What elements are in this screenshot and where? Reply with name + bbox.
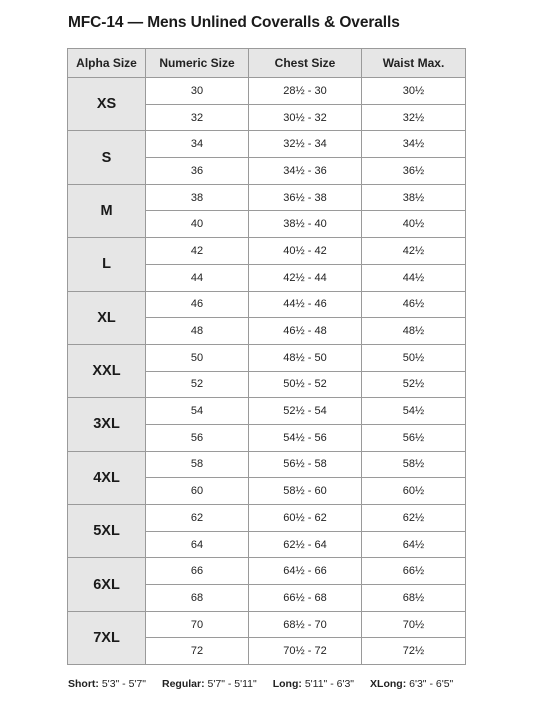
- alpha-size-cell: 7XL: [68, 611, 146, 664]
- chest-size-cell: 56½ - 58: [249, 451, 362, 478]
- chest-size-cell: 60½ - 62: [249, 505, 362, 532]
- alpha-size-cell: 4XL: [68, 451, 146, 504]
- waist-max-cell: 36½: [362, 158, 466, 185]
- numeric-size-cell: 34: [146, 131, 249, 158]
- height-legend-label: XLong:: [370, 678, 407, 690]
- numeric-size-cell: 42: [146, 238, 249, 265]
- table-row: [68, 78, 466, 105]
- table-row: [68, 238, 466, 265]
- numeric-size-cell: 60: [146, 478, 249, 505]
- alpha-size-cell: 3XL: [68, 398, 146, 451]
- chest-size-cell: 52½ - 54: [249, 398, 362, 425]
- waist-max-cell: 38½: [362, 184, 466, 211]
- waist-max-cell: 30½: [362, 78, 466, 105]
- height-legend-label: Long:: [272, 678, 302, 690]
- numeric-size-cell: 30: [146, 78, 249, 105]
- height-legend-label: Short:: [68, 678, 99, 690]
- chest-size-cell: 28½ - 30: [249, 78, 362, 105]
- table-header-row: [68, 49, 466, 78]
- chest-size-cell: 68½ - 70: [249, 611, 362, 638]
- numeric-size-cell: 52: [146, 371, 249, 398]
- numeric-size-cell: 56: [146, 424, 249, 451]
- waist-max-cell: 40½: [362, 211, 466, 238]
- numeric-size-cell: 58: [146, 451, 249, 478]
- header-chest-size: Chest Size: [249, 49, 362, 78]
- size-chart-table: [67, 48, 466, 665]
- waist-max-cell: 34½: [362, 131, 466, 158]
- table-row: [68, 291, 466, 318]
- numeric-size-cell: 38: [146, 184, 249, 211]
- waist-max-cell: 66½: [362, 558, 466, 585]
- waist-max-cell: 52½: [362, 371, 466, 398]
- waist-max-cell: 56½: [362, 424, 466, 451]
- chest-size-cell: 30½ - 32: [249, 104, 362, 131]
- page-title: MFC-14 — Mens Unlined Coveralls & Overalls: [68, 14, 400, 31]
- height-legend-label: Regular:: [162, 678, 205, 690]
- chest-size-cell: 38½ - 40: [249, 211, 362, 238]
- numeric-size-cell: 70: [146, 611, 249, 638]
- chest-size-cell: 62½ - 64: [249, 531, 362, 558]
- chest-size-cell: 40½ - 42: [249, 238, 362, 265]
- waist-max-cell: 46½: [362, 291, 466, 318]
- waist-max-cell: 32½: [362, 104, 466, 131]
- numeric-size-cell: 66: [146, 558, 249, 585]
- numeric-size-cell: 54: [146, 398, 249, 425]
- table-row: [68, 398, 466, 425]
- waist-max-cell: 42½: [362, 238, 466, 265]
- waist-max-cell: 54½: [362, 398, 466, 425]
- numeric-size-cell: 50: [146, 344, 249, 371]
- chest-size-cell: 48½ - 50: [249, 344, 362, 371]
- alpha-size-cell: 6XL: [68, 558, 146, 611]
- numeric-size-cell: 40: [146, 211, 249, 238]
- header-waist-max: Waist Max.: [362, 49, 466, 78]
- numeric-size-cell: 72: [146, 638, 249, 665]
- waist-max-cell: 62½: [362, 505, 466, 532]
- alpha-size-cell: XL: [68, 291, 146, 344]
- height-legend-item: [370, 678, 453, 690]
- table-row: [68, 611, 466, 638]
- table-row: [68, 131, 466, 158]
- waist-max-cell: 58½: [362, 451, 466, 478]
- height-legend-item: [162, 678, 257, 690]
- alpha-size-cell: XS: [68, 78, 146, 131]
- alpha-size-cell: 5XL: [68, 505, 146, 558]
- chest-size-cell: 32½ - 34: [249, 131, 362, 158]
- table-row: [68, 558, 466, 585]
- numeric-size-cell: 48: [146, 318, 249, 345]
- height-legend-value: 5'7" - 5'11": [207, 678, 257, 690]
- header-numeric-size: Numeric Size: [146, 49, 249, 78]
- chest-size-cell: 58½ - 60: [249, 478, 362, 505]
- waist-max-cell: 72½: [362, 638, 466, 665]
- numeric-size-cell: 64: [146, 531, 249, 558]
- table-body: [68, 78, 466, 665]
- height-legend-item: [273, 678, 354, 690]
- waist-max-cell: 48½: [362, 318, 466, 345]
- table-row: [68, 184, 466, 211]
- table-row: [68, 451, 466, 478]
- chest-size-cell: 42½ - 44: [249, 264, 362, 291]
- height-legend-value: 5'3" - 5'7": [101, 678, 146, 690]
- chest-size-cell: 54½ - 56: [249, 424, 362, 451]
- waist-max-cell: 70½: [362, 611, 466, 638]
- alpha-size-cell: XXL: [68, 344, 146, 397]
- waist-max-cell: 64½: [362, 531, 466, 558]
- chest-size-cell: 36½ - 38: [249, 184, 362, 211]
- numeric-size-cell: 62: [146, 505, 249, 532]
- chest-size-cell: 66½ - 68: [249, 585, 362, 612]
- numeric-size-cell: 32: [146, 104, 249, 131]
- height-legend: [68, 678, 469, 690]
- numeric-size-cell: 44: [146, 264, 249, 291]
- chest-size-cell: 46½ - 48: [249, 318, 362, 345]
- chest-size-cell: 64½ - 66: [249, 558, 362, 585]
- table-row: [68, 344, 466, 371]
- waist-max-cell: 68½: [362, 585, 466, 612]
- chest-size-cell: 44½ - 46: [249, 291, 362, 318]
- numeric-size-cell: 68: [146, 585, 249, 612]
- chest-size-cell: 50½ - 52: [249, 371, 362, 398]
- alpha-size-cell: S: [68, 131, 146, 184]
- waist-max-cell: 60½: [362, 478, 466, 505]
- table-row: [68, 505, 466, 532]
- numeric-size-cell: 46: [146, 291, 249, 318]
- height-legend-value: 5'11" - 6'3": [304, 678, 355, 690]
- chest-size-cell: 34½ - 36: [249, 158, 362, 185]
- height-legend-value: 6'3" - 6'5": [409, 678, 454, 690]
- waist-max-cell: 50½: [362, 344, 466, 371]
- waist-max-cell: 44½: [362, 264, 466, 291]
- height-legend-item: [68, 678, 146, 690]
- numeric-size-cell: 36: [146, 158, 249, 185]
- chest-size-cell: 70½ - 72: [249, 638, 362, 665]
- alpha-size-cell: M: [68, 184, 146, 237]
- header-alpha-size: Alpha Size: [68, 49, 146, 78]
- alpha-size-cell: L: [68, 238, 146, 291]
